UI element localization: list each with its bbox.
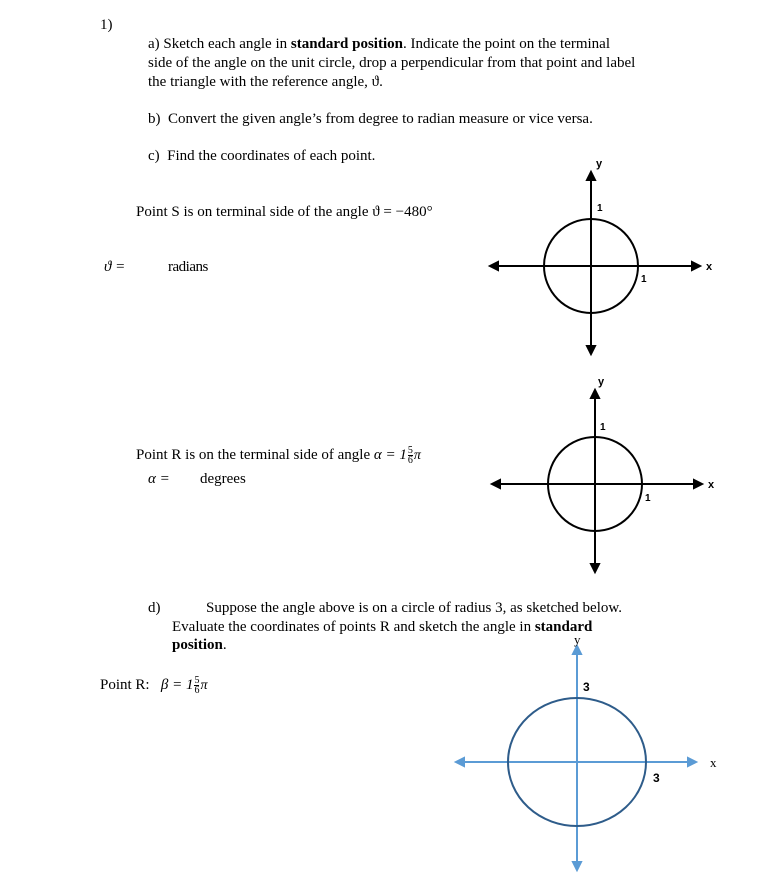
part-b-label: b) — [148, 111, 161, 127]
x-axis-left-arrow-2 — [492, 480, 500, 488]
x-axis-right-arrow-3 — [688, 758, 696, 766]
degrees-unit: degrees — [200, 471, 246, 487]
y-axis-up-arrow — [587, 172, 595, 180]
x-tick-label-3: 3 — [653, 771, 660, 785]
y-tick-label-2: 1 — [600, 422, 606, 433]
x-axis-label-1: x — [706, 261, 713, 273]
part-c-text: Find the coordinates of each point. — [167, 148, 376, 164]
alpha-pi: π — [413, 448, 421, 463]
y-axis-down-arrow — [587, 346, 595, 354]
part-d-line1 — [148, 599, 622, 618]
radians-unit: radians — [168, 259, 208, 275]
part-a-line1 — [148, 35, 610, 54]
alpha-label: α = — [148, 471, 170, 487]
radius-3-circle-graph — [448, 632, 728, 874]
part-a-line3: the triangle with the reference angle, ϑ. — [148, 74, 383, 90]
point-s-text: Point S is on terminal side of the angle ϑ = −480° — [136, 204, 433, 220]
part-a-line2: side of the angle on the unit circle, drop a perpendicular from that point and label — [148, 55, 636, 71]
x-tick-label-2: 1 — [645, 493, 651, 504]
part-d-line3 — [172, 636, 227, 655]
part-d-text1: Suppose the angle above is on a circle of radius 3, as sketched below. — [206, 600, 622, 616]
y-axis-up-arrow-3 — [573, 646, 581, 654]
point-r-text — [136, 444, 421, 467]
part-d-text2: Evaluate the coordinates of points R and sketch the angle in — [172, 619, 535, 635]
point-r-text-main: Point R is on the terminal side of angle — [136, 447, 374, 463]
y-axis-up-arrow-2 — [591, 390, 599, 398]
alpha-fraction — [408, 446, 413, 465]
y-tick-label-1: 1 — [597, 203, 603, 214]
x-axis-left-arrow — [490, 262, 498, 270]
part-d-bold1: standard — [534, 619, 593, 635]
y-axis-down-arrow-2 — [591, 564, 599, 572]
unit-circle-graph-2 — [484, 372, 724, 578]
part-b-text: Convert the given angle’s from degree to radian measure or vice versa. — [168, 111, 593, 127]
part-a-text-post: . Indicate the point on the terminal — [402, 36, 611, 52]
x-axis-right-arrow — [692, 262, 700, 270]
theta-label: ϑ = — [104, 259, 126, 275]
y-axis-label-3: y — [574, 632, 581, 647]
point-r-d — [100, 674, 207, 697]
x-axis-left-arrow-3 — [456, 758, 464, 766]
part-c — [148, 147, 375, 166]
y-axis-label-2: y — [598, 376, 605, 388]
beta-frac-num: 5 — [194, 675, 200, 687]
beta-frac-den: 6 — [194, 685, 200, 697]
part-a-label: a) — [148, 36, 160, 52]
x-axis-label-3: x — [710, 755, 717, 770]
beta-expression: β = 1 — [160, 677, 194, 693]
problem-number: 1) — [100, 17, 113, 33]
point-r-d-label: Point R: — [100, 677, 150, 693]
x-tick-label-1: 1 — [641, 274, 647, 285]
alpha-expression: α = 1 — [373, 447, 407, 463]
x-axis-right-arrow-2 — [694, 480, 702, 488]
part-a-text-pre: Sketch each angle in — [163, 36, 291, 52]
part-b — [148, 110, 593, 129]
alpha-frac-num: 5 — [407, 445, 413, 457]
part-d-label: d) — [148, 600, 161, 616]
part-d-text3: . — [222, 637, 227, 653]
part-d-bold2: position — [172, 637, 223, 653]
unit-circle-graph-1 — [484, 154, 724, 360]
y-axis-down-arrow-3 — [573, 862, 581, 870]
part-c-label: c) — [148, 148, 160, 164]
y-axis-label-1: y — [596, 158, 603, 170]
part-a-bold: standard position — [290, 36, 403, 52]
beta-pi: π — [200, 678, 208, 693]
alpha-frac-den: 6 — [407, 455, 413, 467]
beta-fraction — [194, 676, 199, 695]
x-axis-label-2: x — [708, 479, 715, 491]
y-tick-label-3: 3 — [583, 680, 590, 694]
